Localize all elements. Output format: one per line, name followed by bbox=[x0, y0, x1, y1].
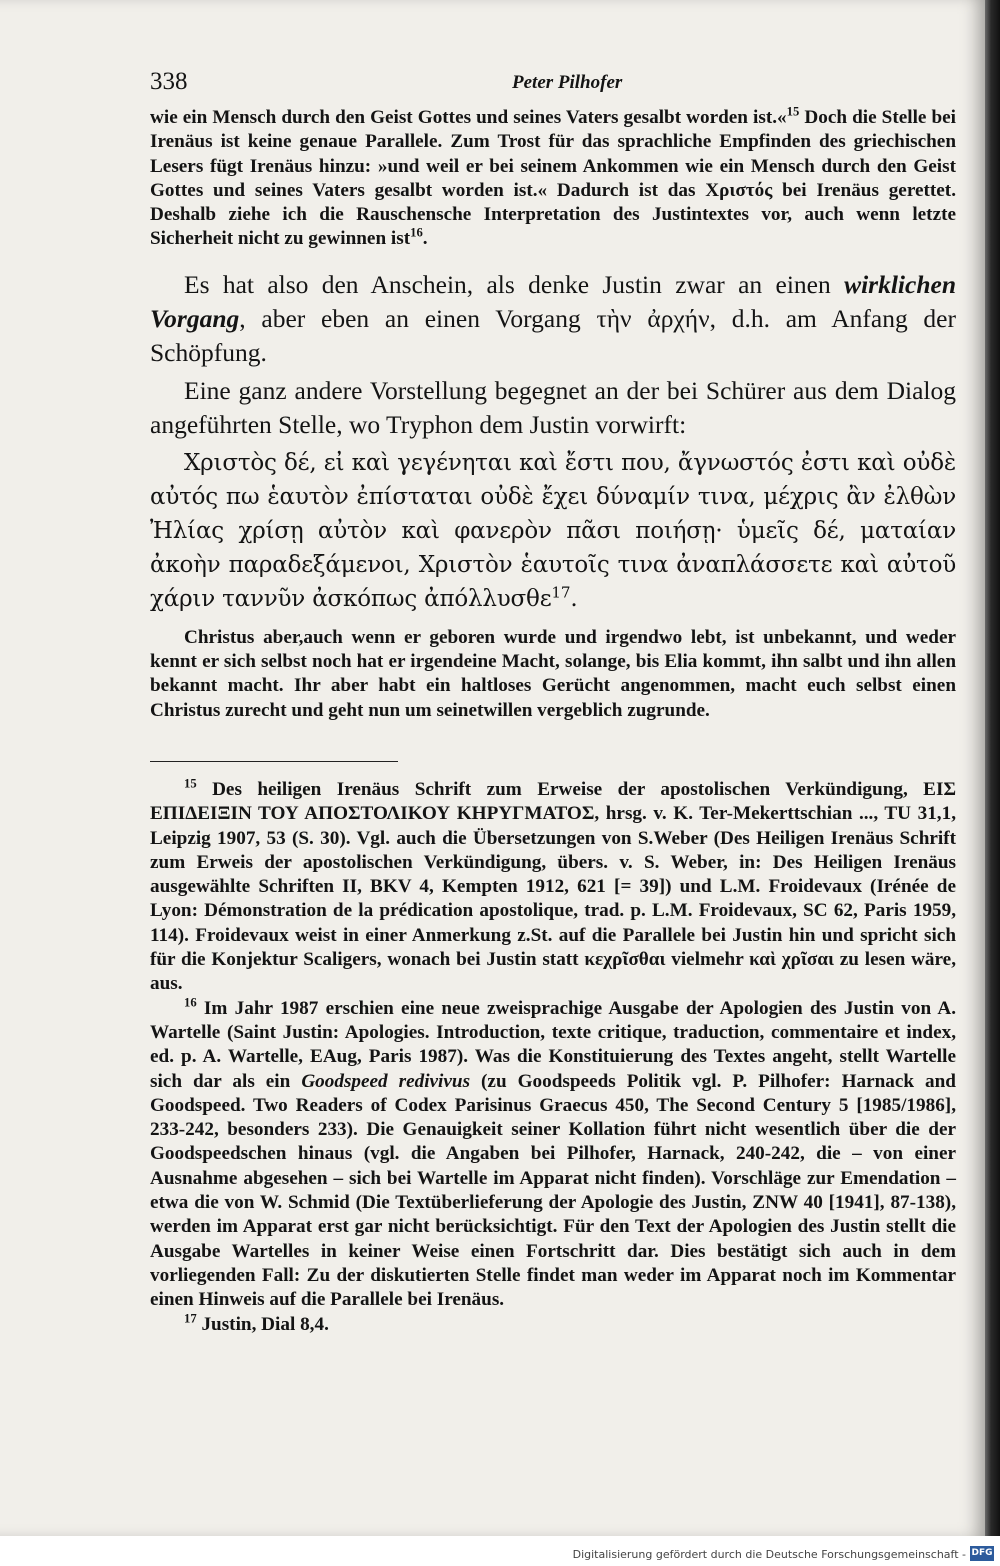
footnote-text: Justin, Dial 8,4. bbox=[196, 1313, 329, 1335]
italic-phrase: Goodspeed redivivus bbox=[301, 1070, 471, 1092]
page-content bbox=[150, 68, 956, 1337]
digitization-credit: Digitalisierung gefördert durch die Deutsche Forschungsgemeinschaft - bbox=[572, 1548, 966, 1561]
footnote-17 bbox=[150, 1313, 956, 1337]
greek-text-end: . bbox=[570, 585, 578, 612]
paragraph-text: , aber eben an einen Vorgang τὴν ἀρχήν, d.h. am Anfang der Schöpfung. bbox=[150, 303, 956, 367]
paragraph-text: Doch die Stelle bei Irenäus ist keine genaue Parallele. Zum Trost für das sprachliche Empfinden des griechischen Lesers fügt Irenäus hinzu: »und weil er bei seinem Ankommen wie ein Mensch durch den Geist Gottes und seines Vaters gesalbt worden ist.« Dadurch ist das Χριστός bei Irenäus gerettet. Deshalb ziehe ich die Rauschensche Interpretation des Justintextes vor, auch wenn letzte Sicherheit nicht zu gewinnen ist bbox=[150, 107, 956, 250]
running-head: Peter Pilhofer bbox=[512, 72, 623, 93]
footnote-15 bbox=[150, 778, 956, 997]
paragraph bbox=[150, 268, 956, 370]
footnote-text: Im Jahr 1987 erschien eine neue zweisprachige Ausgabe der Apologien des Justin von A. Wartelle (Saint Justin: Apologies. Introduction, texte critique, traduction, commentaire et index, ed. p. A. Wartelle, EAug, Paris 1987). Was die Konstituierung des Textes angeht, stellt Wartelle sich dar als ein bbox=[150, 997, 956, 1092]
greek-quotation bbox=[150, 446, 956, 616]
greek-text: Χριστὸς δέ, εἰ καὶ γεγένηται καὶ ἔστι που, ἄγνωστός ἐστι καὶ οὐδὲ αὐτός πω ἑαυτὸν ἐπίσταται οὐδὲ ἔχει δύναμίν τινα, μέχρις ἂν ἐλθὼν Ἠλίας χρίσῃ αὐτὸν καὶ φανερὸν πᾶσι ποιήσῃ· ὑμεῖς δέ, ματαίαν ἀκοὴν παραδεξάμενοι, Χριστὸν ἑαυτοῖς τινα ἀναπλάσσετε καὶ αὐτοῦ χάριν ταννῦν ἀσκόπως ἀπόλλυσθε bbox=[150, 449, 956, 612]
footnote-ref-16[interactable]: 16 bbox=[410, 226, 423, 241]
footnote-ref-17[interactable]: 17 bbox=[551, 583, 571, 602]
translation-paragraph: Christus aber,auch wenn er geboren wurde und irgendwo lebt, ist unbekannt, und weder kennt er sich selbst noch hat er irgendeine Macht, solange, bis Elia kommt, ihn salbt und ihn allen bekannt macht. Ihr aber habt ein haltloses Gerücht angenommen, macht euch selbst einen Christus zurecht und geht nun um seinetwillen vergeblich zugrunde. bbox=[150, 626, 956, 721]
paragraph: Eine ganz andere Vorstellung begegnet an der bei Schürer aus dem Dialog angeführten Stelle, wo Tryphon dem Justin vorwirft: bbox=[150, 375, 956, 439]
page-edge-shadow bbox=[985, 0, 1000, 1536]
dfg-logo: DFG bbox=[970, 1546, 994, 1561]
footnote-text: (zu Goodspeeds Politik vgl. P. Pilhofer: Harnack and Goodspeed. Two Readers of Codex Parisinus Graecus 450, The Second Century 5 [1985/1986], 233-242, besonders 233). Die Genauigkeit seiner Kollation führt nicht wesentlich über die der Goodspeedschen hinaus (vgl. die Angaben bei Pilhofer, Harnack, 240-242, die – von einer Ausnahme abgesehen – sich bei Wartelle im Apparat nicht finden). Vorschläge zur Emendation – etwa die von W. Schmid (Die Textüberlieferung der Apologie des Justin, ZNW 40 [1941], 87-138), werden im Apparat erst gar nicht berücksichtigt. Für den Text der Apologien des Justin stellt die Ausgabe Wartelles in keiner Weise einen Fortschritt dar. Dies bestätigt sich auch in dem vorliegenden Fall: Zu der diskutierten Stelle findet man weder im Apparat noch im Kommentar einen Hinweis auf die Parallele bei Irenäus. bbox=[150, 1070, 956, 1311]
page-header bbox=[150, 68, 956, 106]
footnote-number: 15 bbox=[184, 776, 197, 791]
page-number: 338 bbox=[150, 68, 188, 95]
italic-phrase: wirklichen Vorgang bbox=[150, 269, 956, 333]
footnote-16 bbox=[150, 997, 956, 1313]
paragraph-continued bbox=[150, 106, 956, 252]
paragraph-text: . bbox=[422, 228, 428, 250]
paragraph-text: Es hat also den Anschein, als denke Justin zwar an einen bbox=[184, 269, 845, 299]
footnote-number: 17 bbox=[184, 1311, 197, 1326]
footnote-text: Des heiligen Irenäus Schrift zum Erweise der apostolischen Verkündigung, ΕΙΣ ΕΠΙΔΕΙΞΙΝ ΤΟΥ ΑΠΟΣΤΟΛΙΚΟΥ ΚΗΡΥΓΜΑΤΟΣ, hrsg. v. K. Ter-Mekerttschian ..., TU 31,1, Leipzig 1907, 53 (S. 30). Vgl. auch die Übersetzungen von S.Weber (Des Heiligen Irenäus Schrift zum Erweis der apostolischen Verkündigung, übers. v. S. Weber, in: Des Heiligen Irenäus ausgewählte Schriften II, BKV 4, Kempten 1912, 621 [= 39]) und L.M. Froidevaux (Irénée de Lyon: Démonstration de la prédication apostolique, trad. p. L.M. Froidevaux, SC 62, Paris 1959, 114). Froidevaux weist in einer Anmerkung z.St. auf die Parallele bei Justin hin und spricht sich für die Konjektur Scaligers, wonach bei Justin statt κεχρῖσθαι vielmehr καὶ χρῖσαι zu lesen wäre, aus. bbox=[150, 778, 956, 995]
paragraph-text: wie ein Mensch durch den Geist Gottes und seines Vaters gesalbt worden ist.« bbox=[150, 107, 787, 128]
footnote-number: 16 bbox=[184, 995, 197, 1010]
footnote-separator bbox=[150, 761, 398, 762]
footnote-ref-15[interactable]: 15 bbox=[786, 104, 800, 119]
